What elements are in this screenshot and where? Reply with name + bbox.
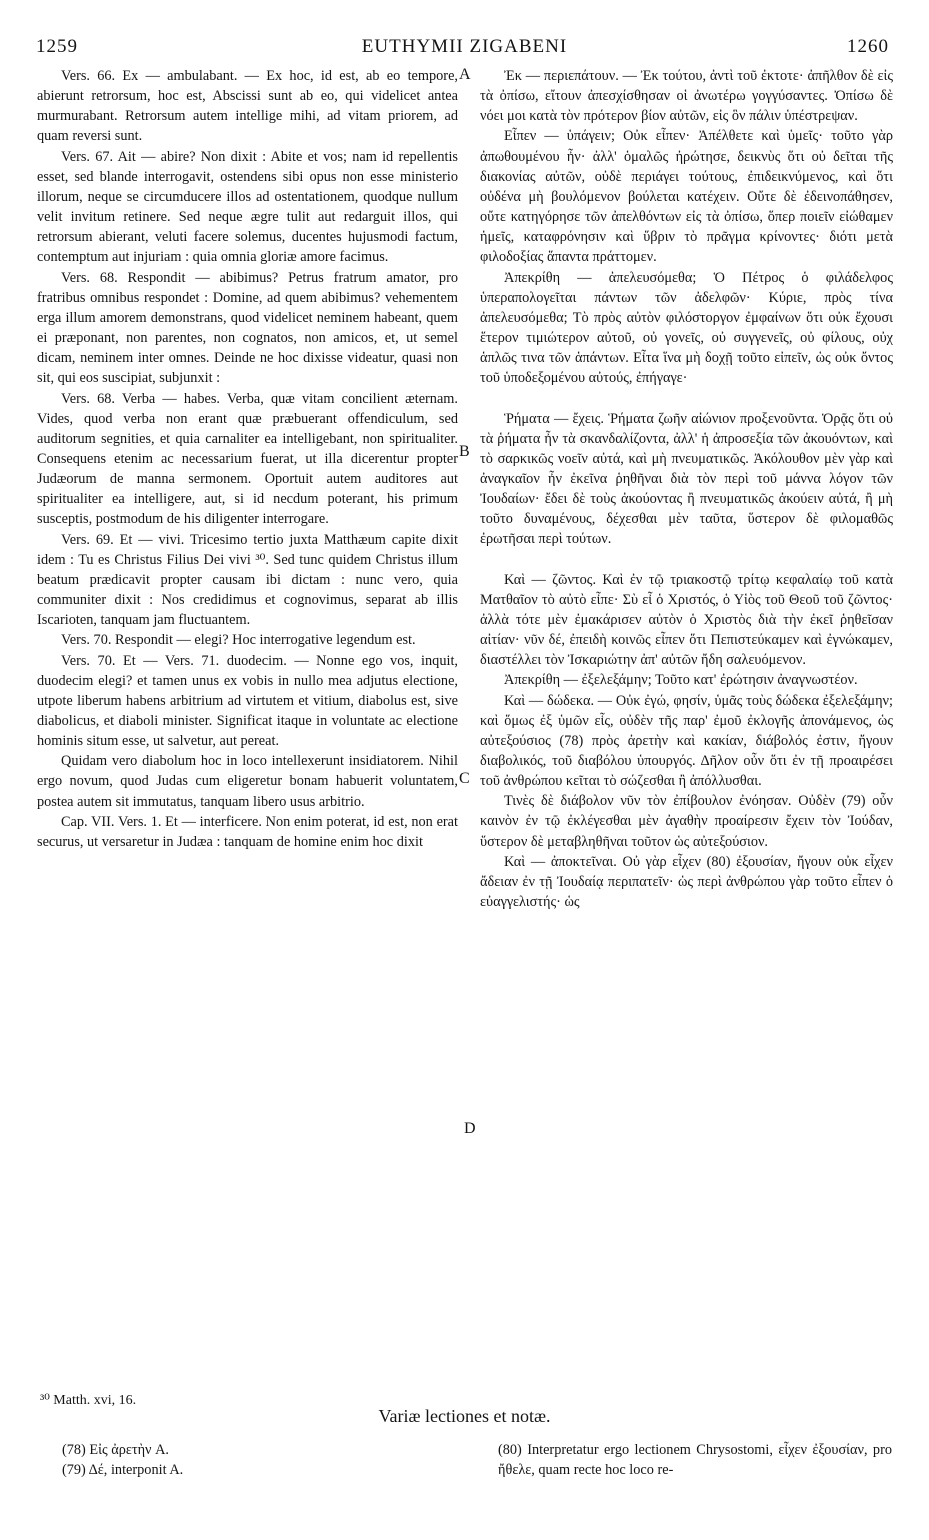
latin-column (37, 66, 458, 852)
greek-paragraph: Καὶ — δώδεκα. — Οὐκ ἐγώ, φησίν, ὑμᾶς τοὺς δώδεκα ἐξελεξάμην; καὶ ὅμως ἐξ ὑμῶν εἷς, οὐδὲν τῆς παρ' ἐμοῦ ἐκλογῆς ἀπονάμενος, ὡς αὐτεξούσιος (78) πρὸς ἀρετὴν καὶ κακίαν, διάβολός ἐστιν, ἤγουν διαβολικός, τοῦ διαβόλου ὑπουργός. Δῆλον οὖν ὅτι ἐν τῇ προαιρέσει τοῦ ἀνθρώπου κεῖται τὸ σώζεσθαι ἢ ἀπόλλυσθαι. (480, 692, 893, 790)
margin-letter-c: C (459, 770, 470, 787)
latin-paragraph: Vers. 69. Et — vivi. Tricesimo tertio juxta Matthæum capite dixit idem : Tu es Christus Filius Dei vivi ³⁰. Sed tunc quidem Christus illum beatum prædicavit propter causam ibi dictam : nunc vero, quia communiter dixit : Nos credidimus et cognovimus, separat ab illis Iscarioten, tanquam jam fluctuantem. (37, 531, 458, 629)
latin-paragraph: Vers. 68. Respondit — abibimus? Petrus fratrum amator, pro fratribus omnibus respondet : Domine, ad quem abibimus? vehementem erga illum amorem demonstrans, quod videlicet neminem habeant, quem ei præponant, non parentes, non cognatos, non amicos, et, ut semel dicam, neminem inter omnes. Deinde ne hoc dixisse videatur, quasi non sit, qui eos suscipiat, subjunxit : (37, 269, 458, 387)
greek-paragraph: Ἀπεκρίθη — ἐξελεξάμην; Τοῦτο κατ' ἐρώτησιν ἀναγνωστέον. (504, 672, 858, 689)
footnote: ³⁰ Matth. xvi, 16. (40, 1393, 137, 1408)
variants-title: Variæ lectiones et notæ. (378, 1406, 551, 1426)
latin-paragraph: Vers. 68. Verba — habes. Verba, quæ vitam concilient æternam. Vides, quod verba non erant quæ præbuerant offendiculum, sed auditorum segnities, et quia carnaliter ea intelligebant, non spiritualiter. Consequens etenim ac necessarium fuerat, ut illa dicerentur propter Judæorum de manna sermonem. Oportuit autem auditores aut spiritualiter ea intelligere, aut, si id necdum poterant, his primum susceptis, postmodum de his diligenter interrogare. (37, 390, 458, 528)
greek-paragraph: Ἀπεκρίθη — ἀπελευσόμεθα; Ὁ Πέτρος ὁ φιλάδελφος ὑπεραπολογεῖται πάντων τῶν ἀδελφῶν· Κύριε, πρὸς τίνα ἀπελευσόμεθα; Τὸ πρὸς αὐτὸν φιλόστοργον ἐμφαίνων ὅτι οὐκ ἔχουσι ἕτερον τιμιώτερον αὐτοῦ, οὐ γονεῖς, οὐ συγγενεῖς, οὐ φίλους, οὐχ ἁπλῶς τινα τῶν ἁπάντων. Εἶτα ἵνα μὴ δοχῇ τοῦτο εἰπεῖν, ὡς οὐκ ὄντος τοῦ ὑποδεξομένου αὐτούς, ἐπήγαγε· (480, 269, 893, 387)
greek-column (480, 66, 893, 912)
latin-paragraph: Vers. 67. Ait — abire? Non dixit : Abite et vos; nam id repellentis esset, sed blande interrogavit, ostendens sibi opus non esse ministerio illorum, neque se circumducere illos ad ostentationem, quodque nullum velit invitum retinere. Sed neque ægre tulit aut redarguit illos, qui retrorsum abierant, veluti facere solemus, ducentes hujusmodi factum, contemptum aut injuriam : quia omnia gloriæ amore facimus. (37, 148, 458, 266)
variant-note: (78) Εἰς ἀρετὴν A. (62, 1442, 169, 1458)
running-title: EUTHYMII ZIGABENI (361, 36, 568, 57)
greek-paragraph: Ῥήματα — ἔχεις. Ῥήματα ζωῆν αἰώνιον προξενοῦντα. Ὁρᾷς ὅτι οὐ τὰ ῥήματα ἦν τὰ σκανδαλίζοντα, ἀλλ' ἡ ἀπροσεξία τῶν ἀκουόντων, καὶ τὸ σαρκικῶς νοεῖν αὐτά, καὶ μὴ πνευματικῶς. Ἀκόλουθον μὲν γὰρ καὶ ἀναγκαῖον ἦν ἐκεῖνα ῥηθῆναι διὰ τὸν περὶ τοῦ μάννα λόγον τῶν Ἰουδαίων· ἔδει δὲ τοὺς ἀκούοντας ἢ πνευματικῶς ἀκούειν αὐτά, ἢ μὴ τοῦτο δυναμένους, δέχεσθαι μὲν ταῦτα, ὕστερον δὲ φιλομαθῶς ἐρωτῆσαι περὶ τούτων. (480, 410, 893, 548)
variants-left (62, 1440, 392, 1480)
latin-paragraph: Vers. 70. Et — Vers. 71. duodecim. — Nonne ego vos, inquit, duodecim elegi? et tamen unus ex vobis in nullo mea adjutus electione, utpote liberum habens arbitrium ad virtutem et vitium, diabolus est, sive diabolicus, et diaboli minister. Significat itaque in voluntate ac electione hominis situm esse, ut salvetur, aut pereat. (37, 652, 458, 750)
margin-letter-a: A (459, 66, 471, 83)
latin-paragraph: Cap. VII. Vers. 1. Et — interficere. Non enim poterat, id est, non erat securus, ut versaretur in Judæa : tanquam de homine enim hoc dixit (37, 813, 458, 850)
greek-paragraph: Τινὲς δὲ διάβολον νῦν τὸν ἐπίβουλον ἐνόησαν. Οὐδὲν (79) οὖν καινὸν ἐν τῷ ἐκλέγεσθαι μὲν ἀγαθὴν προαίρεσιν ἔχειν τὸν Ἰούδαν, ὕστερον δὲ μεταβληθῆναι τοῦτον ὡς αὐτεξούσιον. (480, 793, 893, 850)
margin-letter-d: D (464, 1120, 476, 1137)
variant-note: (80) Interpretatur ergo lectionem Chrysostomi, εἶχεν ἐξουσίαν, pro ἤθελε, quam recte hoc loco re- (498, 1442, 892, 1478)
variants-right (498, 1440, 892, 1480)
variant-note: (79) Δέ, interponit A. (62, 1462, 184, 1478)
right-page-number: 1260 (847, 36, 889, 57)
greek-paragraph: Ἐκ — περιεπάτουν. — Ἐκ τούτου, ἀντὶ τοῦ ἐκτοτε· ἀπῆλθον δὲ εἰς τὰ ὀπίσω, εἴτουν ἀπεσχίσθησαν οἱ ἀνωτέρω γογγύσαντες. Ὀπίσω δὲ νόει μοι κατὰ τὸν πρότερον βίον αὐτῶν, εἰς ὃν πάλιν ὑπέστρεψαν. (480, 68, 893, 125)
latin-paragraph: Vers. 70. Respondit — elegi? Hoc interrogative legendum est. (61, 632, 416, 649)
left-page-number: 1259 (36, 36, 78, 57)
latin-paragraph: Quidam vero diabolum hoc in loco intellexerunt insidiatorem. Nihil ergo novum, quod Judas cum eligeretur bonam habuerit voluntatem, postea autem sit immutatus, tanquam libero usus arbitrio. (37, 753, 458, 810)
greek-paragraph: Καὶ — ζῶντος. Καὶ ἐν τῷ τριακοστῷ τρίτῳ κεφαλαίῳ τοῦ κατὰ Ματθαῖον τὸ αὐτὸ εἶπε· Σὺ εἶ ὁ Χριστός, ὁ Υἱὸς τοῦ Θεοῦ τοῦ ζῶντος· ἀλλὰ τότε μὲν ἐμακάρισεν αὐτὸν ὁ Χριστὸς διὰ τὴν ἐκεῖ ῥηθεῖσαν αἰτίαν· νῦν δέ, ἐπειδὴ κοινῶς εἶπεν ὅτι Πεπιστεύκαμεν καὶ ἐγνώκαμεν, διαστέλλει τὸν Ἰσκαριώτην ἀπ' αὐτῶν ἤδη σαλευόμενον. (480, 571, 893, 669)
greek-paragraph: Καὶ — ἀποκτεῖναι. Οὐ γὰρ εἶχεν (80) ἐξουσίαν, ἤγουν οὐκ εἶχεν ἄδειαν ἐν τῇ Ἰουδαίᾳ περιπατεῖν· ὡς περὶ ἀνθρώπου γὰρ τοῦτο εἶπεν ὁ εὐαγγελιστής· ὡς (480, 853, 893, 911)
greek-paragraph: Εἶπεν — ὑπάγειν; Οὐκ εἶπεν· Ἀπέλθετε καὶ ὑμεῖς· τοῦτο γὰρ ἀπωθουμένου ἦν· ἀλλ' ὁμαλῶς ἠρώτησε, δεικνὺς ὅτι οὐ δεῖται τῆς διακονίας αὐτῶν, οὐδὲ περιάγει τούτους, ἐπιδεικνύμενος, καὶ ὅτι οὐδένα μὴ βουλόμενον βούλεται κατέχειν. Οὔτε δὲ ἐδεινοπάθησεν, οὔτε κατηγόρησε τῶν ἀπελθόντων εἰς τὰ ὀπίσω, ὅπερ ποιεῖν εἰώθαμεν ἡμεῖς, καταφρόνησιν καὶ ὕβριν τὸ πρᾶγμα κρίνοντες· διότι μετὰ φιλοδοξίας ἅπαντα πράττομεν. (480, 128, 893, 266)
margin-letter-b: B (459, 443, 470, 460)
latin-paragraph: Vers. 66. Ex — ambulabant. — Ex hoc, id est, ab eo tempore, abierunt retrorsum, hoc est, Abscissi sunt ab eo, qui videlicet antea murmurabant. Retrorsum autem intellige mihi, ad vitam priorem, ad quam reversi sunt. (37, 68, 458, 145)
